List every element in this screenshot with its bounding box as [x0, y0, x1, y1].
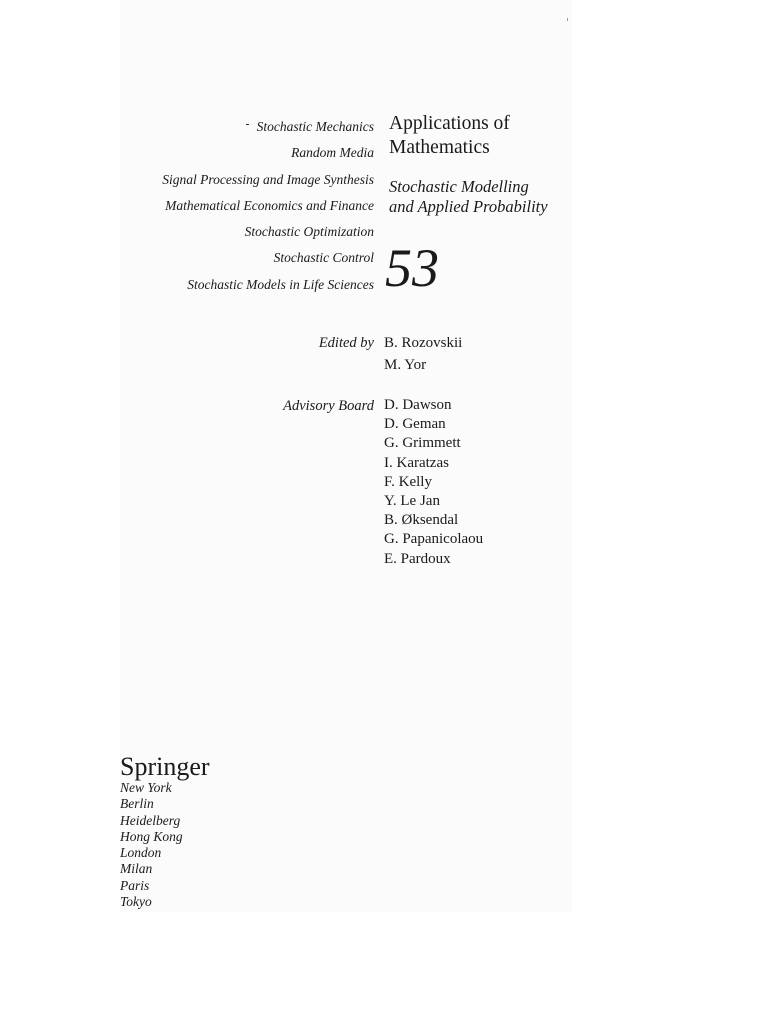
publisher-city: New York [120, 780, 172, 795]
publisher-city: Paris [120, 877, 150, 893]
board-member-name: G. Grimmett [384, 435, 461, 452]
series-title-line: Mathematics [389, 137, 490, 158]
series-subtitle [389, 177, 548, 217]
publisher-cities-list [120, 780, 183, 910]
board-member-name: D. Dawson [384, 397, 452, 413]
series-title-line: Applications of [389, 113, 510, 134]
board-member-name: Y. Le Jan [384, 493, 440, 510]
editor-name: M. Yor [384, 357, 427, 373]
topic-item: Mathematical Economics and Finance [165, 197, 374, 213]
editor-name: B. Rozovskii [384, 335, 463, 351]
publisher-city: Heidelberg [120, 812, 181, 828]
advisory-board-label: Advisory Board [283, 398, 374, 414]
series-topics-list [162, 114, 374, 298]
publisher-city: Hong Kong [120, 828, 183, 844]
topic-item: Random Media [291, 145, 374, 161]
scan-mark [567, 18, 568, 21]
publisher-name: Springer [120, 752, 210, 781]
advisory-board-list [384, 396, 483, 569]
board-member-name: I. Karatzas [384, 454, 449, 471]
topic-item: Signal Processing and Image Synthesis [162, 171, 374, 187]
topic-item [162, 114, 374, 140]
board-member-name: E. Pardoux [384, 550, 451, 567]
bullet-dot-icon [246, 124, 249, 125]
topic-item: Stochastic Control [273, 250, 374, 266]
series-subtitle-line: Stochastic Modelling [389, 177, 529, 196]
board-member-name: D. Geman [384, 416, 446, 433]
edited-by-label: Edited by [318, 335, 374, 351]
publisher-city: Milan [120, 861, 153, 877]
publisher-city: Berlin [120, 796, 154, 812]
series-subtitle-line: and Applied Probability [389, 197, 548, 216]
topic-item: Stochastic Models in Life Sciences [187, 276, 374, 292]
topic-item: Stochastic Optimization [244, 224, 374, 240]
editors-list [384, 332, 462, 376]
board-member-name: G. Papanicolaou [384, 531, 484, 548]
volume-number: 53 [385, 238, 439, 298]
series-title [389, 112, 510, 160]
publisher-city: London [120, 845, 162, 861]
publisher-city: Tokyo [120, 894, 152, 910]
topic-label: Stochastic Mechanics [256, 119, 374, 134]
board-member-name: F. Kelly [384, 473, 432, 490]
board-member-name: B. Øksendal [384, 512, 459, 529]
